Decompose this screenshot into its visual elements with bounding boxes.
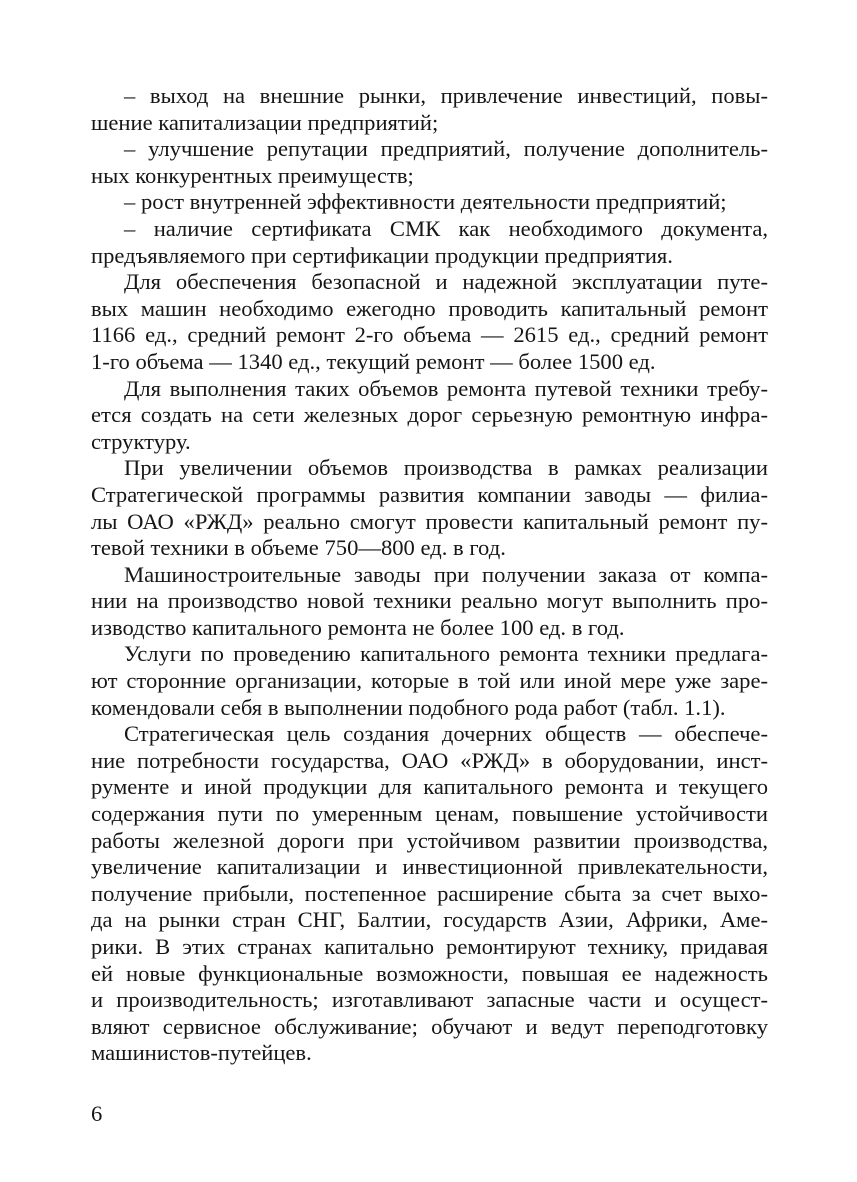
text-line: и производительность; изготавливают запасные части и осущест- <box>91 987 768 1013</box>
text-line: – рост внутренней эффективности деятельности предприятий; <box>124 189 727 215</box>
text-line: получение прибыли, постепенное расширение сбыта за счет выхо- <box>91 880 768 906</box>
text-line: – выход на внешние рынки, привлечение инвестиций, повы- <box>124 83 768 108</box>
paragraph <box>91 83 768 136</box>
paragraph <box>91 189 768 216</box>
text-line: рументе и иной продукции для капитального ремонта и текущего <box>91 774 768 800</box>
text-line: Для выполнения таких объемов ремонта путевой техники требу- <box>124 375 768 401</box>
text-line: машинистов-путейцев. <box>91 1040 312 1066</box>
paragraph <box>91 562 768 642</box>
text-line: – наличие сертификата СМК как необходимого документа, <box>124 215 768 241</box>
text-line: лы ОАО «РЖД» реально смогут провести капитальный ремонт пу- <box>91 508 768 534</box>
text-line: изводство капитального ремонта не более 100 ед. в год. <box>91 614 625 640</box>
text-line: Машиностроительные заводы при получении заказа от компа- <box>124 561 768 587</box>
text-line: Стратегическая цель создания дочерних обществ — обеспече- <box>124 721 768 747</box>
text-line: вляют сервисное обслуживание; обучают и ведут переподготовку <box>91 1013 768 1039</box>
text-line: увеличение капитализации и инвестиционной привлекательности, <box>91 854 768 880</box>
text-line: При увеличении объемов производства в рамках реализации <box>124 455 768 481</box>
paragraph <box>91 455 768 561</box>
text-line: содержания пути по умеренным ценам, повышение устойчивости <box>91 801 768 827</box>
text-line: Стратегической программы развития компании заводы — филиа- <box>91 481 768 507</box>
paragraph <box>91 641 768 721</box>
paragraph <box>91 721 768 1067</box>
text-line: 1-го объема — 1340 ед., текущий ремонт — более 1500 ед. <box>91 348 656 374</box>
page-number: 6 <box>91 1101 103 1126</box>
text-line: 1166 ед., средний ремонт 2-го объема — 2615 ед., средний ремонт <box>91 322 768 348</box>
paragraph <box>91 376 768 456</box>
text-line: ей новые функциональные возможности, повышая ее надежность <box>91 960 768 986</box>
body-text <box>91 83 768 1067</box>
text-line: рики. В этих странах капитально ремонтируют технику, придавая <box>91 934 768 959</box>
text-line: да на рынки стран СНГ, Балтии, государств Азии, Африки, Аме- <box>91 907 768 933</box>
text-line: ние потребности государства, ОАО «РЖД» в оборудовании, инст- <box>91 747 768 773</box>
text-line: Для обеспечения безопасной и надежной эксплуатации путе- <box>124 269 768 295</box>
paragraph <box>91 136 768 189</box>
text-line: работы железной дороги при устойчивом развитии производства, <box>91 827 768 853</box>
text-line: предъявляемого при сертификации продукции предприятия. <box>91 242 673 268</box>
paragraph <box>91 216 768 269</box>
text-line: – улучшение репутации предприятий, получение дополнитель- <box>124 136 768 162</box>
text-line: вых машин необходимо ежегодно проводить капитальный ремонт <box>91 295 768 321</box>
text-line: ных конкурентных преимуществ; <box>91 162 414 188</box>
text-line: нии на производство новой техники реально могут выполнить про- <box>91 588 768 614</box>
text-line: Услуги по проведению капитального ремонта техники предлага- <box>124 641 768 667</box>
text-line: ют сторонние организации, которые в той или иной мере уже заре- <box>91 668 768 694</box>
text-line: тевой техники в объеме 750—800 ед. в год. <box>91 535 506 561</box>
text-line: комендовали себя в выполнении подобного рода работ (табл. 1.1). <box>91 694 726 720</box>
text-line: ется создать на сети железных дорог серьезную ремонтную инфра- <box>91 402 768 428</box>
text-line: шение капитализации предприятий; <box>91 109 439 135</box>
text-line: структуру. <box>91 428 191 454</box>
paragraph <box>91 269 768 375</box>
